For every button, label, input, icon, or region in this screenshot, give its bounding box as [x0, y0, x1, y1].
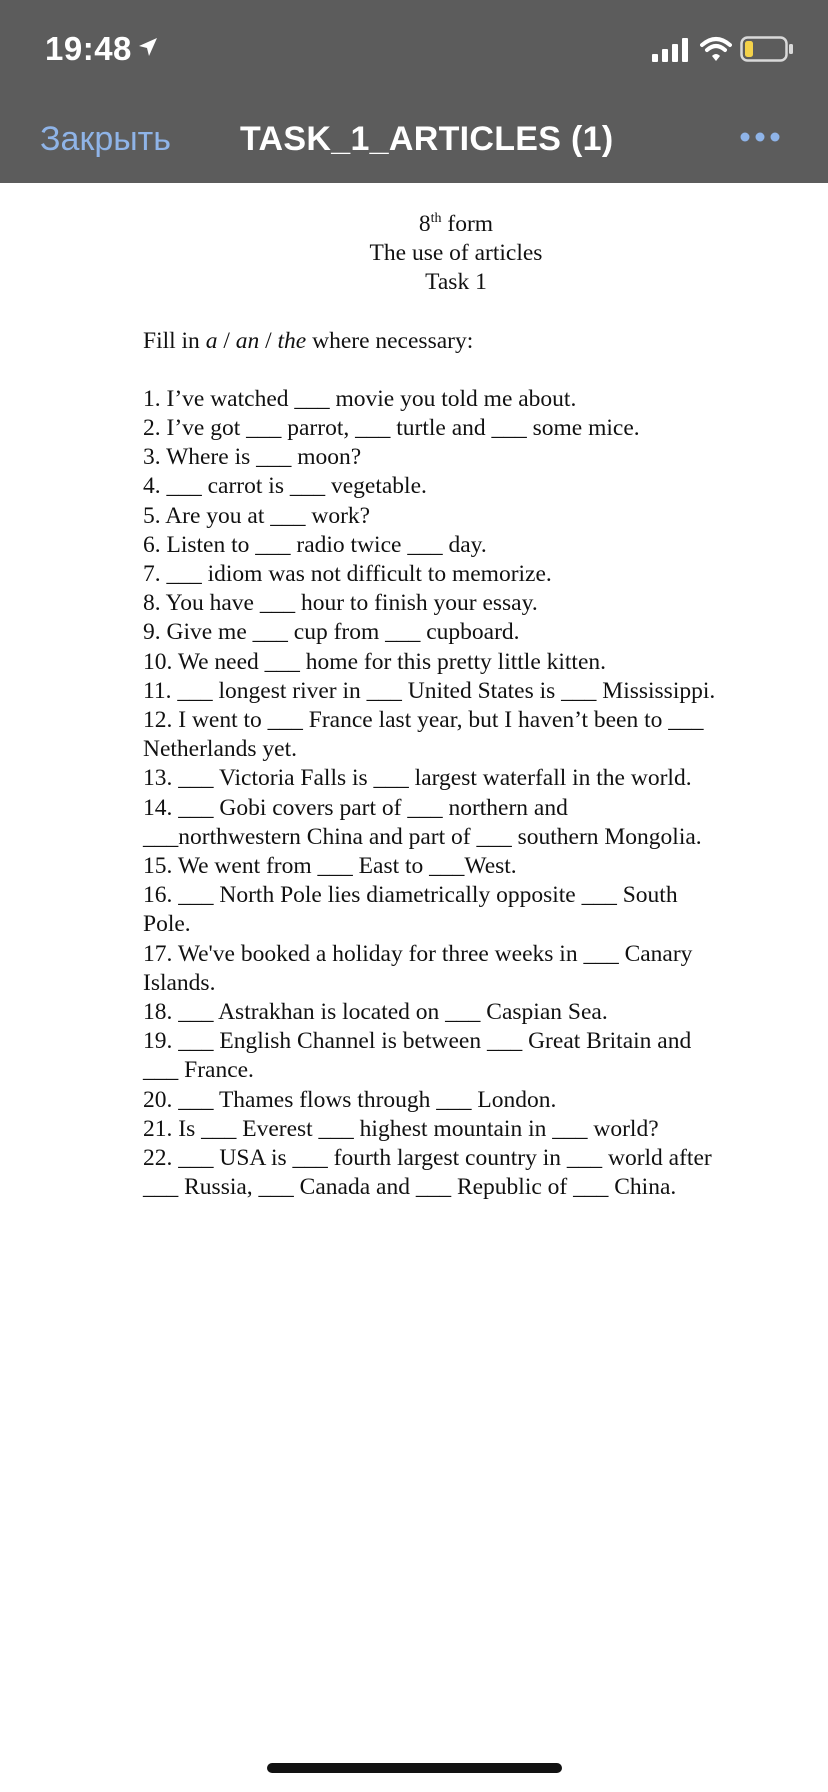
status-time: 19:48 [45, 30, 132, 67]
more-icon[interactable] [740, 130, 780, 148]
question-line: Pole. [143, 911, 191, 938]
instruction-the: the [277, 327, 307, 354]
question-line: 22. ___ USA is ___ fourth largest country in ___ world after [143, 1145, 712, 1172]
question-line: ___ France. [143, 1057, 254, 1084]
question-line: ___ Russia, ___ Canada and ___ Republic of ___ China. [143, 1174, 677, 1201]
question-line: 16. ___ North Pole lies diametrically opposite ___ South [143, 882, 678, 909]
question-line: ___northwestern China and part of ___ southern Mongolia. [143, 823, 702, 850]
signal-icon [652, 38, 690, 67]
question-line: 6. Listen to ___ radio twice ___ day. [143, 531, 487, 558]
instruction-prefix: Fill in [143, 327, 206, 354]
question-line: Netherlands yet. [143, 736, 298, 763]
home-indicator[interactable] [267, 1763, 562, 1773]
question-line: Islands. [143, 969, 216, 996]
close-button[interactable]: Закрыть [40, 120, 171, 158]
document-title: TASK_1_ARTICLES (1) [240, 120, 614, 158]
document-subtitle: The use of articles [369, 240, 543, 267]
grade-number: 8 [418, 211, 431, 237]
question-line: 1. I’ve watched ___ movie you told me about. [143, 385, 577, 412]
document-page [143, 210, 783, 1203]
instruction [143, 327, 783, 356]
question-line: 18. ___ Astrakhan is located on ___ Caspian Sea. [143, 999, 608, 1026]
top-bar [0, 0, 828, 183]
grade-word: form [447, 211, 494, 237]
grade-suffix: th [430, 211, 442, 226]
question-line: 4. ___ carrot is ___ vegetable. [143, 473, 427, 500]
instruction-a: a [205, 327, 218, 354]
question-line: 8. You have ___ hour to finish your essay. [143, 590, 538, 617]
instruction-suffix: where necessary: [306, 327, 474, 354]
instruction-an: an [235, 327, 260, 354]
battery-icon [740, 36, 794, 67]
question-line: 7. ___ idiom was not difficult to memorize. [143, 561, 552, 588]
location-arrow-icon [138, 37, 158, 62]
question-line: 12. I went to ___ France last year, but I haven’t been to ___ [143, 707, 704, 734]
instruction-sep: / [217, 327, 236, 354]
question-line: 11. ___ longest river in ___ United States is ___ Mississippi. [143, 677, 716, 704]
document-header [143, 210, 769, 298]
question-line: 5. Are you at ___ work? [143, 502, 371, 529]
question-line: 14. ___ Gobi covers part of ___ northern and [143, 794, 568, 821]
questions-list [143, 385, 783, 1203]
grade-line [143, 210, 769, 239]
question-line: 13. ___ Victoria Falls is ___ largest waterfall in the world. [143, 765, 692, 792]
question-line: 19. ___ English Channel is between ___ Great Britain and [143, 1028, 692, 1055]
question-line: 17. We've booked a holiday for three weeks in ___ Canary [143, 940, 693, 967]
question-line: 15. We went from ___ East to ___West. [143, 853, 517, 880]
question-line: 21. Is ___ Everest ___ highest mountain in ___ world? [143, 1115, 659, 1142]
task-label: Task 1 [425, 269, 487, 296]
question-line: 3. Where is ___ moon? [143, 444, 362, 471]
question-line: 20. ___ Thames flows through ___ London. [143, 1086, 557, 1113]
instruction-sep: / [259, 327, 278, 354]
question-line: 2. I’ve got ___ parrot, ___ turtle and ___ some mice. [143, 415, 640, 442]
question-line: 9. Give me ___ cup from ___ cupboard. [143, 619, 520, 646]
question-line: 10. We need ___ home for this pretty little kitten. [143, 648, 607, 675]
wifi-icon [700, 36, 732, 67]
